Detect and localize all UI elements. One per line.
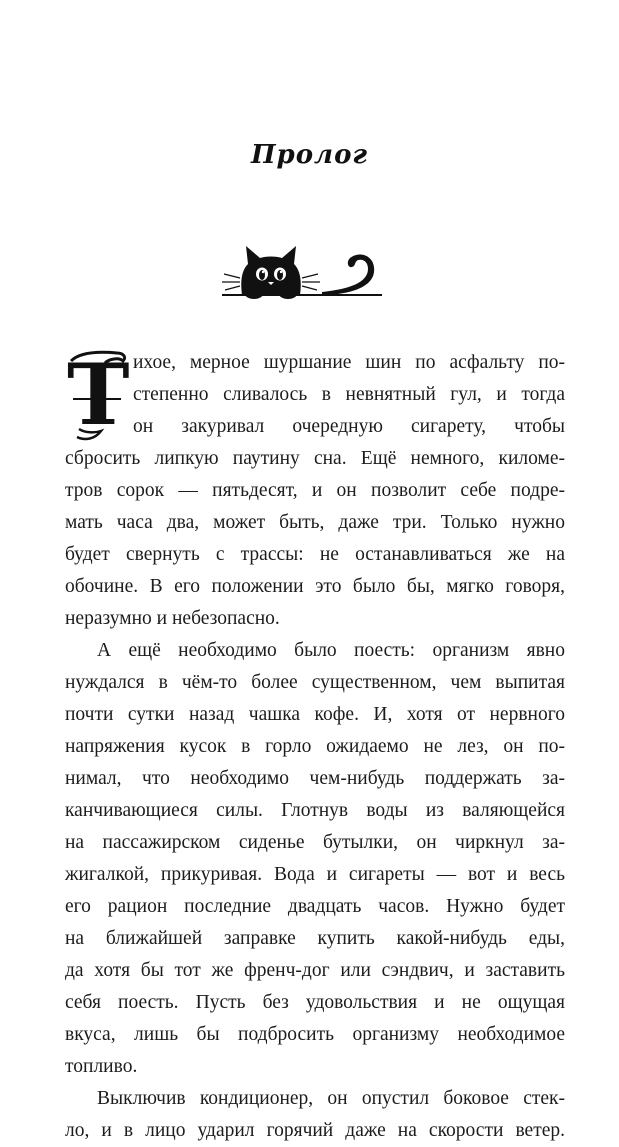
text-line: мать часа два, может быть, даже три. Только нужно <box>65 512 565 533</box>
text-line: на ближайшей заправке купить какой-нибудь еды, <box>65 928 565 949</box>
text-line: себя поесть. Пусть без удовольствия и не ощущая <box>65 992 565 1013</box>
text-line: обочине. В его положении это было бы, мягко говоря, <box>65 576 565 597</box>
text-line: А ещё необходимо было поесть: организм явно <box>97 640 565 661</box>
text-line: будет свернуть с трассы: не останавливаться же на <box>65 544 565 565</box>
text-line: он закуривал очередную сигарету, чтобы <box>133 416 565 437</box>
text-line: жигалкой, прикуривая. Вода и сигареты — вот и весь <box>65 864 565 885</box>
text-line: топливо. <box>65 1056 138 1077</box>
text-line: почти сутки назад чашка кофе. И, хотя от нервного <box>65 704 565 725</box>
text-line: тров сорок — пятьдесят, и он позволит себе подре- <box>65 480 565 501</box>
text-line: ихое, мерное шуршание шин по асфальту по- <box>133 352 565 373</box>
text-line: степенно сливалось в невнятный гул, и тогда <box>133 384 565 405</box>
text-line: сбросить липкую паутину сна. Ещё немного, киломе- <box>65 448 565 469</box>
drop-cap: Т <box>67 345 130 444</box>
chapter-title: Пролог <box>250 140 369 170</box>
text-line: Выключив кондиционер, он опустил боковое стек- <box>97 1088 565 1109</box>
text-line: канчивающиеся силы. Глотнув воды из валяющейся <box>65 800 565 821</box>
text-line: ло, и в лицо ударил горячий даже на скорости ветер. <box>65 1120 565 1141</box>
text-line: нуждался в чём-то более существенном, чем выпитая <box>65 672 565 693</box>
text-line: неразумно и небезопасно. <box>65 608 280 629</box>
text-line: вкуса, лишь бы подбросить организму необходимое <box>65 1024 565 1045</box>
text-line: да хотя бы тот же френч-дог или сэндвич, и заставить <box>65 960 565 981</box>
text-line: его рацион последние двадцать часов. Нужно будет <box>65 896 565 917</box>
body-text <box>65 347 565 1147</box>
text-line: на пассажирском сиденье бутылки, он чиркнул за- <box>65 832 565 853</box>
text-line: нимал, что необходимо чем-нибудь поддержать за- <box>65 768 565 789</box>
text-line: напряжения кусок в горло ожидаемо не лез, он по- <box>65 736 565 757</box>
cat-peeking-icon <box>222 240 382 302</box>
